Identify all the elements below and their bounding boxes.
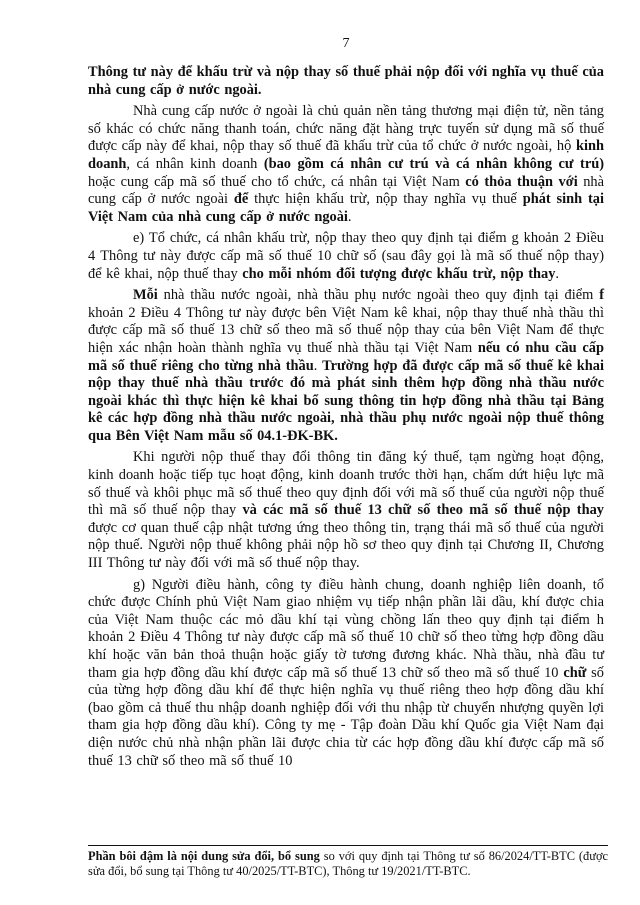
text-run-bold: Trường hợp đã được cấp mã số thuế kê khai nộp thay thuế nhà thầu trước đó mà phát sinh thêm hợp đồng nhà thầu nước ngoài khác thì thực hiện kê khai bổ sung thông tin hợp đồng nhà thầu tại Bảng kê các hợp đồng nhà thầu nước ngoài, nhà thầu phụ nước ngoài nộp thuế thông qua Bên Việt Nam mẫu số 04.1-ĐK-BK. xyxy=(88,357,605,444)
text-run: được cơ quan thuế cập nhật tương ứng theo thông tin, trạng thái mã số thuế của người nộp thuế. Người nộp thuế không phải nộp hồ sơ theo quy định tại Chương II, Chương III Thông tư này đối với mã số thuế nộp thay. xyxy=(88,519,604,572)
text-run: g) Người điều hành, công ty điều hành chung, doanh nghiệp liên doanh, tổ chức được Chính phủ Việt Nam giao nhiệm vụ tiếp nhận phần lãi dầu, khí được chia của Việt Nam thuộc các mỏ dầu khí tại vùng chồng lấn theo quy định tại điểm h khoản 2 Điều 4 Thông tư này được cấp mã số thuế 10 chữ số theo từng hợp đồng dầu khí hoặc văn bản thoả thuận hoặc giấy tờ tương đương khác. Nhà thầu, nhà đầu tư tham gia hợp đồng dầu khí được cấp mã số thuế 13 chữ số theo mã số thuế 10 xyxy=(88,576,604,681)
text-run: Nhà cung cấp nước ở ngoài là chủ quản nền tảng thương mại điện tử, nền tảng số khác có chức năng thanh toán, chức năng đặt hàng trực tuyến sử dụng mã số thuế được cấp này để khai, nộp thay số thuế đã khấu trừ của tổ chức ở nước ngoài, hộ xyxy=(88,103,604,155)
body-paragraph xyxy=(88,103,604,226)
footnote-text xyxy=(88,849,608,879)
text-run: . xyxy=(313,357,323,374)
text-run: thực hiện khấu trừ, nộp thay nghĩa vụ thuế xyxy=(248,191,523,208)
text-run-bold: f xyxy=(599,287,604,304)
body-paragraph xyxy=(88,577,604,771)
text-run-bold: có thỏa thuận với xyxy=(465,173,578,190)
text-run: e) Tổ chức, cá nhân khấu trừ, nộp thay theo quy định tại điểm g khoản 2 Điều 4 Thông tư này được cấp mã số thuế 10 chữ số (sau đây gọi là mã số thuế nộp thay) để kê khai, nộp thuế thay xyxy=(88,230,604,282)
body-paragraph xyxy=(88,230,604,283)
footnote-separator-line xyxy=(88,845,608,846)
text-run-bold: kinh doanh xyxy=(88,138,604,172)
text-run-bold: và các mã số thuế 13 chữ số theo mã số thuế nộp thay xyxy=(242,502,604,519)
text-run-bold: chữ xyxy=(563,664,587,681)
text-run: Khi người nộp thuế thay đổi thông tin đăng ký thuế, tạm ngừng hoạt động, kinh doanh hoặc tiếp tục hoạt động, kinh doanh trước thời hạn, chấm dứt hiệu lực mã số thuế và khôi phục mã số thuế theo quy định đối với mã số thuế của người nộp thuế thì mã số thuế nộp thay xyxy=(88,449,604,519)
text-run: so với quy định tại Thông tư số 86/2024/TT-BTC (được sửa đổi, bổ sung tại Thông tư 40/2025/TT-BTC), Thông tư 19/2021/TT-BTC. xyxy=(88,849,608,879)
text-run-bold: Thông tư này để khấu trừ và nộp thay số thuế phải nộp đối với nghĩa vụ thuế của nhà cung cấp ở nước ngoài. xyxy=(88,64,604,98)
text-run: hoặc cung cấp mã số thuế cho tổ chức, cá nhân tại Việt Nam xyxy=(88,173,466,190)
text-run-bold: cho mỗi nhóm đối tượng được khấu trừ, nộp thay xyxy=(242,265,556,282)
page-number: 7 xyxy=(342,36,350,51)
footnote-section xyxy=(88,845,608,879)
text-run: khoản 2 Điều 4 Thông tư này được bên Việt Nam kê khai, nộp thay thuế nhà thầu thì được cấp mã số thuế 13 chữ số theo mã số thuế nộp thay của bên Việt Nam để thực hiện xác nhận hoàn thành nghĩa vụ thuế nhà thầu tại Việt Nam xyxy=(88,304,604,356)
text-run-bold: Mỗi xyxy=(133,287,158,304)
text-run: . xyxy=(555,265,560,282)
text-run: nhà cung cấp ở nước ngoài xyxy=(88,173,604,208)
text-run: , cá nhân kinh doanh xyxy=(126,155,264,172)
body-paragraph xyxy=(88,449,604,572)
text-run-bold: (bao gồm cá nhân cư trú và cá nhân không cư trú) xyxy=(263,155,604,172)
text-run-bold: Phần bôi đậm là nội dung sửa đổi, bổ sung xyxy=(88,849,320,863)
text-run: số của từng hợp đồng dầu khí để thực hiện nghĩa vụ thuế riêng theo hợp đồng dầu khí (bao gồm cả thuế thu nhập doanh nghiệp đối với thu nhập từ chuyển nhượng quyền lợi tham gia hợp đồng dầu khí). Công ty mẹ - Tập đoàn Dầu khí Quốc gia Việt Nam đại diện nước chủ nhà nhận phần lãi được chia từ các hợp đồng dầu khí được cấp mã số thuế 13 chữ số theo mã số thuế 10 xyxy=(88,664,604,769)
text-run: nhà thầu nước ngoài, nhà thầu phụ nước ngoài theo quy định tại điểm xyxy=(157,287,600,304)
text-run: . xyxy=(347,208,352,225)
text-run-bold: để xyxy=(233,191,249,208)
text-run-bold: nếu có nhu cầu cấp mã số thuế riêng cho từng nhà thầu xyxy=(88,339,604,374)
document-body xyxy=(88,64,604,774)
text-run-bold: phát sinh tại Việt Nam của nhà cung cấp ở nước ngoài xyxy=(88,191,604,225)
body-paragraph xyxy=(88,287,604,445)
heading-paragraph xyxy=(88,64,604,99)
